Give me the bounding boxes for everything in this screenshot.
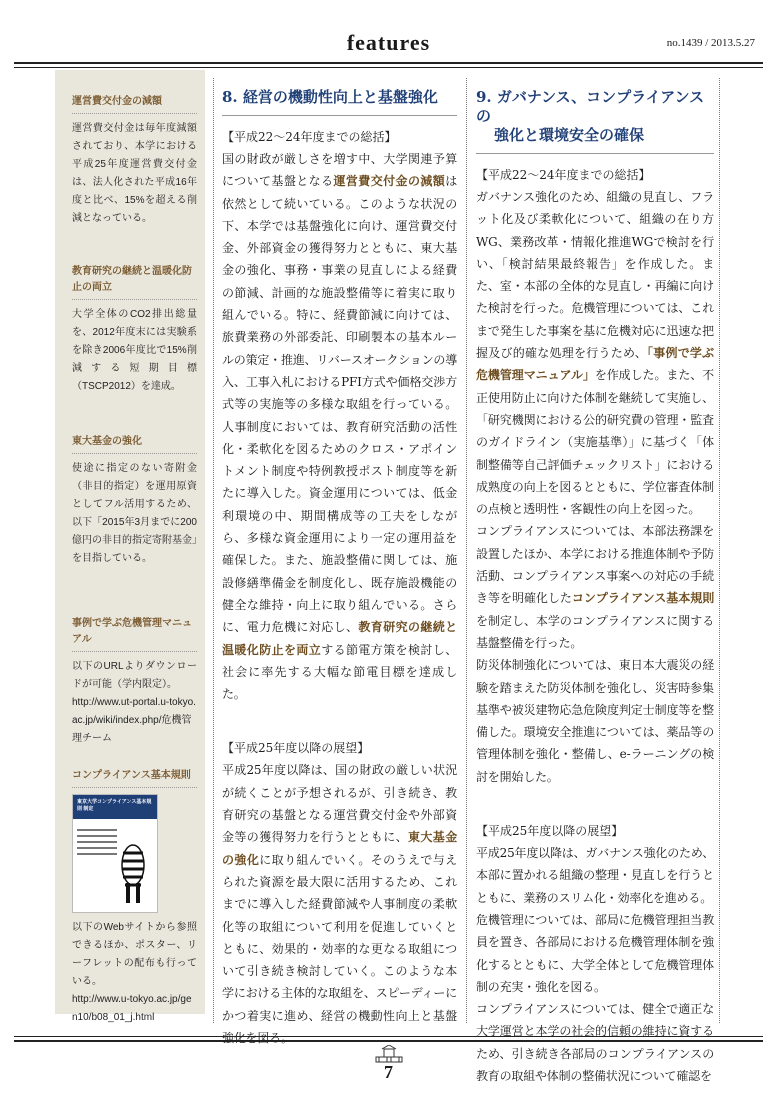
- header-rule-thick: [14, 62, 763, 64]
- section-subheading: 【平成22〜24年度までの総括】: [476, 168, 651, 182]
- page-number: 7: [384, 1062, 393, 1082]
- brochure-title: 東京大学コンプライアンス基本規則 制定: [77, 799, 152, 812]
- sidebar-box-climate: [72, 264, 197, 396]
- sidebar-box-title: 事例で学ぶ危機管理マニュアル: [72, 616, 197, 652]
- section-heading: 8. 経営の機動性向上と基盤強化: [222, 88, 457, 116]
- footer-rule-thin: [14, 1036, 763, 1037]
- section-paragraph: 平成25年度以降は、国の財政の厳しい状況が続くことが予想されるが、引き続き、教育研究の基盤となる運営費交付金や外部資金等の獲得努力を行うとともに、東大基金の強化に取り組んでいく。そのうえで与えられた資源を最大限に活用するため、これまでに導入した経費節減や人事制度の柔軟化等の取組について利用を促進していくとともに、効果的・効率的な更なる取組について引き続き検討していく。このような本学における主体的な取組を、スピーディーにかつ着実に進め、経営の機動性向上と基盤強化を図る。: [222, 763, 458, 1045]
- highlight-term: 教育研究の継続と温暖化防止を両立: [222, 620, 457, 657]
- column-divider: [213, 78, 214, 1023]
- sidebar-box-text: 大学全体のCO2排出総量を、2012年度末には実験系を除き2006年度比で15%削減する短期目標（TSCP2012）を達成。: [72, 309, 197, 392]
- section-8: [222, 88, 457, 1049]
- section-9: [476, 88, 714, 1087]
- highlight-term: 運営費交付金の減額: [333, 174, 446, 189]
- section-subheading: 【平成25年度以降の展望】: [222, 741, 370, 756]
- section-paragraph: 危機管理については、部局に危機管理担当教員を置き、各部局における危機管理体制を強化するとともに、大学全体として危機管理体制の充実・強化を図る。: [476, 912, 714, 994]
- sidebar-box-title: 教育研究の継続と温暖化防止の両立: [72, 264, 197, 300]
- section-subheading: 【平成22〜24年度までの総括】: [222, 130, 397, 144]
- sidebar-box-text: 以下のWebサイトから参照できるほか、ポスター、リーフレットの配布も行っている。: [72, 922, 197, 987]
- sidebar-box-crisis-manual: [72, 616, 197, 748]
- section-heading: 9. ガバナンス、コンプライアンスの 強化と環境安全の確保: [476, 88, 714, 154]
- section-paragraph: 国の財政が厳しさを増す中、大学関連予算について基盤となる運営費交付金の減額は依然として続いている。このような状況の下、本学では基盤強化に向け、運営費交付金、外部資金の獲得努力とともに、東大基金の強化、事務・事業の見直しによる経費の節減、計画的な施設整備等に着実に取り組んでいる。特に、経費節減に向けては、旅費業務の外部委託、印刷製本の基本ルールの策定・推進、リバースオークションの導入、工事入札におけるPFI方式や価格交渉方式等の実施等の多様な取組を行っている。人事制度においては、教育研究活動の活性化・柔軟化を図るためのクロス・アポイントメント制度や特例教授ポスト制度等を新たに導入した。資金運用については、低金利環境の中、期間構成等の工夫をしながら、多様な資金運用により一定の運用益を確保した。また、施設整備に関しては、施設修繕準備金を制度化し、既存施設機能の健全な維持・向上に取り組んでいる。さらに、電力危機に対応し、教育研究の継続と温暖化防止を両立する節電方策を検討し、社会に率先する大幅な節電目標を達成した。: [222, 152, 457, 702]
- column-divider: [466, 78, 467, 1023]
- sidebar-box-fund: [72, 434, 197, 568]
- highlight-term: 「事例で学ぶ危機管理マニュアル」: [476, 346, 714, 383]
- issue-number: no.1439 / 2013.5.27: [666, 37, 755, 49]
- section-subheading: 【平成25年度以降の展望】: [476, 824, 624, 839]
- sidebar-box-title: コンプライアンス基本規則: [72, 768, 197, 788]
- crisis-manual-link[interactable]: http://www.ut-portal.u-tokyo.ac.jp/wiki/index.php/危機管理チーム: [72, 697, 196, 744]
- header-rule-thin: [14, 67, 763, 68]
- highlight-term: 東大基金の強化: [222, 830, 457, 867]
- column-divider: [719, 78, 720, 1023]
- sidebar-box-title: 運営費交付金の減額: [72, 94, 197, 114]
- zebra-illustration: [113, 835, 153, 905]
- section-paragraph: コンプライアンスについては、健全で適正な大学運営と本学の社会的信頼の維持に資するため、引き続き各部局のコンプライアンスの教育の取組や体制の整備状況について確認を: [476, 1002, 714, 1083]
- compliance-rules-link[interactable]: http://www.u-tokyo.ac.jp/gen10/b08_01_j.html: [72, 994, 192, 1023]
- highlight-term: コンプライアンス基本規則: [571, 591, 715, 606]
- sidebar-box-budget: [72, 94, 197, 228]
- sidebar-box-compliance: [72, 768, 197, 1027]
- section-paragraph: 防災体制強化については、東日本大震災の経験を踏まえた防災体制を強化し、災害時参集基準や被災建物応急危険度判定士制度等を整備した。環境安全推進については、薬品等の管理体制を強化・整備し、e-ラーニングの検討を開始した。: [476, 658, 714, 784]
- section-paragraph: 平成25年度以降は、ガバナンス強化のため、本部に置かれる組織の整理・見直しを行うとともに、業務のスリム化・効率化を進める。: [476, 846, 714, 905]
- footer-rule-thick: [14, 1040, 763, 1042]
- sidebar-box-text: 運営費交付金は毎年度減額されており、本学における平成25年度運営費交付金は、法人化された平成16年度と比べ、15%を超える削減となっている。: [72, 123, 197, 224]
- section-paragraph: コンプライアンスについては、本部法務課を設置したほか、本学における推進体制や予防活動、コンプライアンス事案への対応の手続き等を明確化したコンプライアンス基本規則を制定し、本学のコンプライアンスに関する基盤整備を行った。: [476, 524, 715, 650]
- section-paragraph: ガバナンス強化のため、組織の見直し、フラット化及び柔軟化について、組織の在り方WG、業務改革・情報化推進WGで検討を行い、「検討結果最終報告」を作成した。また、室・本部の全体的な見直し・再編に向けた検討を行った。危機管理については、これまで発生した事案を基に危機対応に迅速な把握及び的確な処理を行うため、「事例で学ぶ危機管理マニュアル」を作成した。また、不正使用防止に向けた体制を継続して実施し、「研究機関における公的研究費の管理・監査のガイドライン（実施基準）」に基づく「体制整備等自己評価チェックリスト」における成熟度の向上を図るとともに、学位審査体制の点検と透明性・客観性の向上を図った。: [476, 190, 714, 517]
- sidebar-box-text: 以下のURLよりダウンロードが可能（学内限定）。: [72, 661, 197, 690]
- university-gate-logo-icon: [374, 1045, 404, 1063]
- sidebar-box-title: 東大基金の強化: [72, 434, 197, 454]
- magazine-section-title: features: [346, 30, 431, 55]
- sidebar-box-text: 使途に指定のない寄附金（非目的指定）を運用原資としてフル活用するため、以下「2015年3月までに200億円の非目的指定寄附基金」を目指している。: [72, 463, 197, 564]
- compliance-brochure-image: [72, 794, 158, 913]
